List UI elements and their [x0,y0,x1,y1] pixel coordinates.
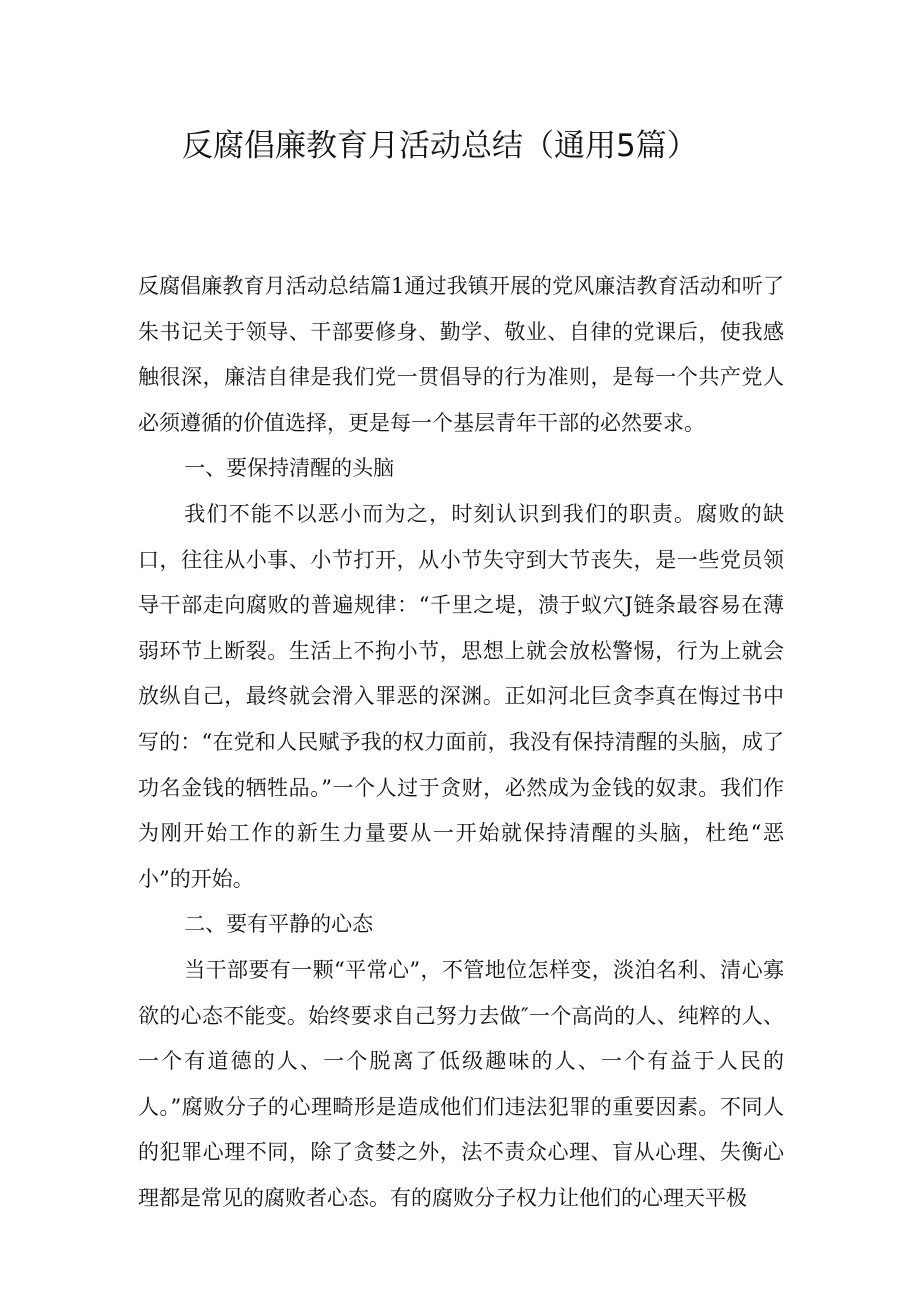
paragraph-clear-mind: 我们不能不以恶小而为之，时刻认识到我们的职责。腐败的缺口，往往从小事、小节打开，从小节失守到大节丧失，是一些党员领导干部走向腐败的普遍规律：“千里之堤，溃于蚁穴J链条最容易在薄弱环节上断裂。生活上不拘小节，思想上就会放松警惕，行为上就会放纵自己，最终就会滑入罪恶的深渊。正如河北巨贪李真在悔过书中写的：“在党和人民赋予我的权力面前，我没有保持清醒的头脑，成了功名金钱的牺牲品。”一个人过于贪财，必然成为金钱的奴隶。我们作为刚开始工作的新生力量要从一开始就保持清醒的头脑，杜绝“恶小”的开始。 [138,501,784,891]
paragraph-intro: 反腐倡廉教育月活动总结篇1通过我镇开展的党风廉洁教育活动和听了朱书记关于领导、干部要修身、勤学、敬业、自律的党课后，使我感触很深，廉洁自律是我们党一贯倡导的行为准则，是每一个共产党人必须遵循的价值选择，更是每一个基层青年干部的必然要求。 [138,274,784,435]
section-heading-calm-mindset: 二、要有平静的心态 [184,912,374,937]
paragraph-calm-mindset: 当干部要有一颗“平常心”，不管地位怎样变，淡泊名利、清心寡欲的心态不能变。始终要求自己努力去做″一个高尚的人、纯粹的人、一个有道德的人、一个脱离了低级趣味的人、一个有益于人民的人。”腐败分子的心理畸形是造成他们们违法犯罪的重要因素。不同人的犯罪心理不同，除了贪婪之外，法不责众心理、盲从心理、失衡心理都是常见的腐败者心态。有的腐败分子权力让他们的心理天平极 [138,957,784,1210]
section-heading-clear-mind: 一、要保持清醒的头脑 [184,456,395,481]
document-title: 反腐倡廉教育月活动总结（通用5篇） [182,128,698,164]
document-body [138,264,784,1221]
